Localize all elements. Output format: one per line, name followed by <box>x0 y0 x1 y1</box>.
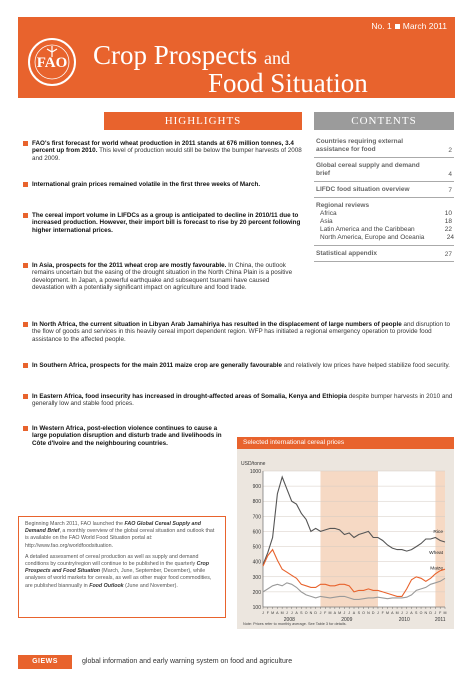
month-label: F <box>439 611 442 615</box>
highlight-item: In North Africa, the current situation in Libyan Arab Jamahiriya has resulted in the displacement of large numbers of people and disruption to the flow of goods and services in this heavily cereal import dependent region. WFP has initiated a regional emergency operation to provide food assistance to the affected people. <box>32 321 454 343</box>
month-label: D <box>371 611 375 615</box>
month-label: D <box>429 611 432 615</box>
month-label: N <box>309 611 313 615</box>
month-label: J <box>400 611 403 615</box>
month-label: A <box>352 611 356 615</box>
y-tick-label: 400 <box>252 559 261 566</box>
price-chart <box>237 437 454 629</box>
bullet-icon <box>23 394 28 399</box>
highlights-heading: HIGHLIGHTS <box>104 112 302 130</box>
highlight-item: In Southern Africa, prospects for the main 2011 maize crop are generally favourable and relatively low prices have helped stabilize food security. <box>32 362 454 369</box>
y-tick-label: 300 <box>252 574 261 581</box>
info-box <box>18 516 226 618</box>
month-label: J <box>377 611 379 615</box>
info-paragraph: Beginning March 2011, FAO launched the FAO Global Cereal Supply and Demand Brief, a monthly overview of the global cereal situation and outlook that is available on the FAO World Food Situation portal at: http://www.fao.org/worldfoodsituation. <box>25 521 215 549</box>
month-label: S <box>415 611 418 615</box>
y-tick-label: 800 <box>252 499 261 506</box>
bullet-icon <box>23 141 28 146</box>
month-label: O <box>362 611 365 615</box>
month-label: F <box>381 611 384 615</box>
highlight-item: In Asia, prospects for the 2011 wheat crop are mostly favourable. In China, the outlook remains uncertain but the easing of the drought situation in the North China Plain is a positive development. In Japan, a powerful earthquake and subsequent tsunami have caused devastation with a potentially significant impact on agriculture and food trade. <box>32 262 302 291</box>
month-label: M <box>443 611 447 615</box>
y-tick-label: 500 <box>252 544 261 551</box>
year-label: 2008 <box>283 617 295 623</box>
month-label: J <box>434 611 437 615</box>
month-label: S <box>300 611 303 615</box>
y-axis-label: USD/tonne <box>241 461 266 467</box>
bullet-icon <box>23 213 28 218</box>
title-banner <box>18 17 455 98</box>
issue-line <box>371 21 447 31</box>
month-label: S <box>357 611 360 615</box>
series-label: Rice <box>433 530 443 536</box>
title-line-1: Crop Prospects and <box>93 40 290 70</box>
separator-square-icon <box>395 24 400 29</box>
month-label: J <box>405 611 408 615</box>
month-label: M <box>395 611 399 615</box>
month-label: A <box>333 611 337 615</box>
month-label: A <box>391 611 394 615</box>
month-label: A <box>276 611 279 615</box>
series-label: Wheat <box>429 551 443 557</box>
fao-logo <box>27 37 77 87</box>
month-label: F <box>266 611 269 615</box>
y-tick-label: 1000 <box>249 469 261 475</box>
highlight-item: FAO's first forecast for world wheat production in 2011 stands at 676 million tonnes, 3.4 percent up from 2010. This level of production would still be below the bumper harvests of 2008 and 2009. <box>32 140 302 162</box>
highlight-item: In Western Africa, post-election violence continues to cause a large population disruption and disturb trade and livelihoods in Côte d'Ivoire and the neighbouring countries. <box>32 425 222 447</box>
month-label: J <box>290 611 293 615</box>
chart-canvas <box>237 449 454 629</box>
month-label: N <box>424 611 428 615</box>
y-tick-label: 200 <box>252 589 261 596</box>
chart-title: Selected international cereal prices <box>237 437 454 449</box>
bullet-icon <box>23 322 28 327</box>
month-label: M <box>338 611 342 615</box>
month-label: M <box>280 611 284 615</box>
month-label: F <box>324 611 327 615</box>
bullet-icon <box>23 263 28 268</box>
y-tick-label: 100 <box>252 605 261 611</box>
y-tick-label: 700 <box>252 514 261 521</box>
series-label: Maize <box>430 566 443 572</box>
month-label: M <box>386 611 390 615</box>
title-line-2: Food Situation <box>208 68 368 98</box>
month-label: N <box>367 611 370 615</box>
contents-heading: CONTENTS <box>314 112 454 130</box>
year-label: 2010 <box>398 617 410 623</box>
month-label: J <box>348 611 351 615</box>
year-label: 2011 <box>434 617 446 623</box>
month-label: M <box>328 611 332 615</box>
month-label: O <box>304 611 308 615</box>
month-label: A <box>410 611 413 615</box>
contents-entry-regional: Regional reviews Africa 10 Asia 18 Latin America and the Caribbean 22 North America, Europe and Oceania 24 <box>314 198 454 246</box>
year-label: 2009 <box>341 617 353 623</box>
contents-subentry[interactable]: Latin America and the Caribbean 22 <box>320 226 452 233</box>
month-label: J <box>262 611 264 615</box>
footer-text: global information and early warning system on food and agriculture <box>82 658 293 665</box>
highlight-item: International grain prices remained volatile in the first three weeks of March. <box>32 181 302 188</box>
chart-note: Note: Prices refer to monthly average. See Table 3 for details. <box>243 622 347 626</box>
title-and: and <box>264 48 290 68</box>
month-label: M <box>271 611 275 615</box>
bullet-icon <box>23 182 28 187</box>
y-tick-label: 900 <box>252 484 261 491</box>
contents-subentry[interactable]: Africa 10 <box>320 210 452 217</box>
month-label: O <box>419 611 423 615</box>
contents-subentry[interactable]: North America, Europe and Oceania 24 <box>320 234 454 241</box>
svg-text:FAO: FAO <box>36 55 68 71</box>
issue-date: March 2011 <box>402 21 447 31</box>
giews-tag: GIEWS <box>18 655 72 669</box>
month-label: J <box>319 611 322 615</box>
contents-list <box>314 134 454 262</box>
contents-entry[interactable]: Global cereal supply and demand brief 4 <box>314 158 454 182</box>
y-tick-label: 600 <box>252 529 261 536</box>
contents-entry[interactable]: Countries requiring external assistance for food 2 <box>314 134 454 158</box>
month-label: D <box>314 611 317 615</box>
contents-entry[interactable]: Statistical appendix 27 <box>314 246 454 262</box>
issue-number: No. 1 <box>371 21 392 31</box>
month-label: J <box>286 611 288 615</box>
info-paragraph: A detailed assessment of cereal production as well as supply and demand conditions by country/region will continue to be published in the quarterly Crop Prospects and Food Situation (March, June, September, December), while analyses of world markets for cereals, as well as other major food commodities, are published biannually in Food Outlook (June and November). <box>25 553 212 589</box>
footer <box>18 655 454 669</box>
highlight-item: The cereal import volume in LIFDCs as a group is anticipated to decline in 2010/11 due to increased production. However, their import bill is forecast to rise by 20 percent following higher international prices. <box>32 212 302 234</box>
highlight-item: In Eastern Africa, food insecurity has increased in drought-affected areas of Somalia, Kenya and Ethiopia despite bumper harvests in 2010 and generally low and stable food prices. <box>32 393 454 408</box>
contents-entry[interactable]: LIFDC food situation overview 7 <box>314 182 454 198</box>
bullet-icon <box>23 363 28 368</box>
bullet-icon <box>23 426 28 431</box>
contents-subentry[interactable]: Asia 18 <box>320 218 452 225</box>
month-label: A <box>295 611 298 615</box>
month-label: J <box>343 611 346 615</box>
